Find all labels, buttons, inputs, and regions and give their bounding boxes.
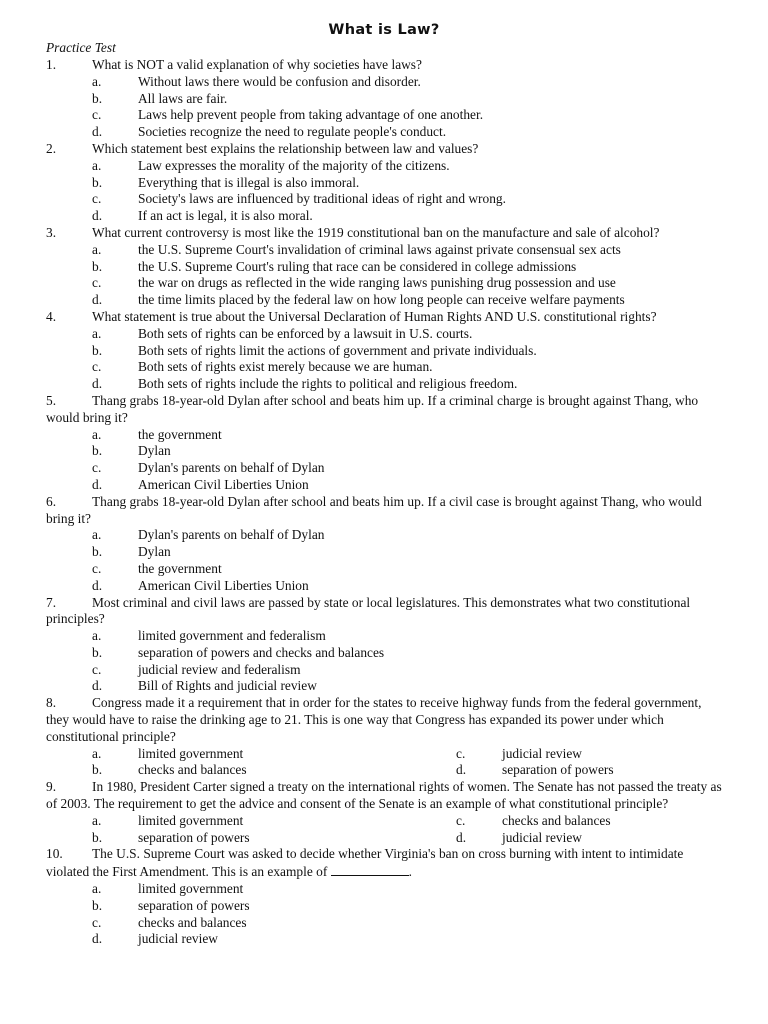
option-letter: b. (92, 443, 103, 459)
question-7 (46, 595, 726, 696)
option-letter: b. (92, 174, 103, 190)
option-text: Both sets of rights include the rights to political and religious freedom. (138, 376, 518, 392)
option-text: All laws are fair. (138, 90, 228, 106)
option-a (46, 427, 726, 444)
option-letter: a. (92, 812, 102, 828)
option-letter: d. (456, 829, 467, 845)
question-number: 3. (46, 224, 57, 240)
question-number: 5. (46, 392, 57, 408)
option-letter: c. (456, 745, 466, 761)
question-number: 1. (46, 57, 57, 72)
page-title: What is Law? (328, 22, 440, 38)
option-c (46, 915, 726, 932)
question-text (46, 595, 726, 629)
option-letter: d. (92, 208, 103, 224)
question-text (46, 309, 726, 326)
option-letter: c. (92, 275, 102, 291)
option-text: Both sets of rights can be enforced by a lawsuit in U.S. courts. (138, 325, 473, 341)
option-c (46, 460, 726, 477)
question-number: 6. (46, 493, 57, 509)
option-letter: b. (92, 342, 103, 358)
question-4 (46, 309, 726, 393)
option-c (46, 107, 726, 124)
question-number: 8. (46, 695, 57, 711)
question-1 (46, 57, 726, 141)
question-6 (46, 494, 726, 595)
question-8 (46, 695, 726, 779)
option-text: American Civil Liberties Union (138, 577, 309, 593)
option-a (46, 74, 726, 91)
question-number: 4. (46, 308, 57, 324)
question-prompt: Congress made it a requirement that in order for the states to receive highway funds from the federal government, they would have to raise the drinking age to 21. This is one way that Congress has expanded its power under which constitutional principle? (46, 695, 702, 744)
option-letter: a. (92, 881, 102, 897)
option-letter: b. (92, 544, 103, 560)
option-c (46, 561, 726, 578)
option-b (46, 898, 726, 915)
option-letter: c. (92, 914, 102, 930)
question-number: 9. (46, 779, 57, 795)
option-letter: d. (92, 376, 103, 392)
option-d (46, 208, 726, 225)
option-letter: a. (92, 157, 102, 173)
option-text: separation of powers (138, 829, 250, 845)
question-text (46, 846, 726, 881)
option-text: Dylan's parents on behalf of Dylan (138, 460, 325, 476)
option-text: limited government and federalism (138, 628, 326, 644)
option-text: Societies recognize the need to regulate people's conduct. (138, 124, 447, 140)
option-b (46, 544, 726, 561)
question-prompt: What current controversy is most like the 1919 constitutional ban on the manufacture and sale of alcohol? (92, 224, 660, 240)
option-letter: c. (92, 107, 102, 123)
option-row (46, 746, 726, 763)
option-text: the U.S. Supreme Court's ruling that race can be considered in college admissions (138, 258, 577, 274)
option-a (46, 527, 726, 544)
option-letter: c. (92, 460, 102, 476)
option-a (46, 326, 726, 343)
option-text: Dylan (138, 443, 171, 459)
question-text (46, 57, 726, 74)
option-b (46, 645, 726, 662)
option-c (46, 662, 726, 679)
option-text: separation of powers (138, 897, 250, 913)
option-letter: b. (92, 258, 103, 274)
question-prompt: In 1980, President Carter signed a treaty on the international rights of women. The Senate has not passed the treaty as of 2003. The requirement to get the advice and consent of the Senate is an example of what constitutional principle? (46, 779, 722, 812)
option-b (46, 343, 726, 360)
page-subtitle: Practice Test (46, 40, 116, 55)
question-text (46, 393, 726, 427)
option-text: Everything that is illegal is also immoral. (138, 174, 360, 190)
option-letter: b. (92, 897, 103, 913)
question-text (46, 225, 726, 242)
option-c (46, 275, 726, 292)
option-letter: c. (92, 359, 102, 375)
option-letter: a. (92, 527, 102, 543)
option-row (46, 762, 726, 779)
option-text: checks and balances (138, 762, 247, 778)
option-letter: c. (456, 812, 466, 828)
question-prompt: What statement is true about the Universal Declaration of Human Rights AND U.S. constitutional rights? (92, 308, 657, 324)
option-d (46, 578, 726, 595)
question-2 (46, 141, 726, 225)
option-text: separation of powers and checks and balances (138, 644, 385, 660)
option-a (46, 628, 726, 645)
option-text: Bill of Rights and judicial review (138, 678, 317, 694)
question-text (46, 141, 726, 158)
option-text: Law expresses the morality of the majority of the citizens. (138, 157, 450, 173)
option-text: Dylan's parents on behalf of Dylan (138, 527, 325, 543)
option-letter: d. (92, 678, 103, 694)
option-letter: a. (92, 241, 102, 257)
question-prompt: Thang grabs 18-year-old Dylan after school and beats him up. If a civil case is brought against Thang, who would bring it? (46, 493, 702, 526)
option-a (46, 158, 726, 175)
question-number: 10. (46, 846, 63, 862)
option-letter: d. (92, 577, 103, 593)
option-text: Both sets of rights limit the actions of government and private individuals. (138, 342, 537, 358)
option-text: limited government (138, 812, 244, 828)
option-d (46, 477, 726, 494)
option-text: the government (138, 426, 222, 442)
option-letter: b. (92, 762, 103, 778)
option-c (46, 359, 726, 376)
option-letter: d. (92, 931, 103, 947)
question-number: 2. (46, 140, 57, 156)
option-row (46, 813, 726, 830)
option-b (46, 175, 726, 192)
question-prompt: Most criminal and civil laws are passed by state or local legislatures. This demonstrates what two constitutional principles? (46, 594, 691, 627)
option-a (46, 242, 726, 259)
option-text: limited government (138, 881, 244, 897)
option-text: judicial review (502, 829, 582, 845)
option-d (46, 124, 726, 141)
option-letter: d. (92, 476, 103, 492)
option-letter: d. (92, 292, 103, 308)
option-text: Dylan (138, 544, 171, 560)
question-text (46, 494, 726, 528)
question-text (46, 779, 726, 813)
option-letter: b. (92, 90, 103, 106)
option-c (46, 191, 726, 208)
option-b (46, 259, 726, 276)
option-d (46, 678, 726, 695)
question-prompt: The U.S. Supreme Court was asked to decide whether Virginia's ban on cross burning with intent to intimidate violated the First Amendment. This is an example of (46, 846, 684, 880)
option-letter: a. (92, 628, 102, 644)
option-d (46, 931, 726, 948)
option-letter: a. (92, 426, 102, 442)
option-letter: d. (92, 124, 103, 140)
option-text: Society's laws are influenced by traditional ideas of right and wrong. (138, 191, 506, 207)
question-number: 7. (46, 594, 57, 610)
option-d (46, 376, 726, 393)
option-a (46, 881, 726, 898)
option-letter: c. (92, 661, 102, 677)
option-d (46, 292, 726, 309)
option-letter: c. (92, 560, 102, 576)
option-text: checks and balances (138, 914, 247, 930)
option-letter: a. (92, 325, 102, 341)
option-text: Both sets of rights exist merely because we are human. (138, 359, 433, 375)
option-letter: a. (92, 73, 102, 89)
option-text: the government (138, 560, 222, 576)
option-text: the war on drugs as reflected in the wide ranging laws punishing drug possession and use (138, 275, 616, 291)
option-text: Without laws there would be confusion and disorder. (138, 73, 421, 89)
question-text (46, 695, 726, 745)
option-text: separation of powers (502, 762, 614, 778)
option-letter: b. (92, 829, 103, 845)
question-list (46, 57, 726, 948)
question-prompt-end: . (408, 864, 412, 880)
option-row (46, 830, 726, 847)
option-text: judicial review and federalism (138, 661, 301, 677)
question-10 (46, 846, 726, 948)
option-text: judicial review (138, 931, 218, 947)
question-prompt: What is NOT a valid explanation of why societies have laws? (92, 57, 422, 72)
answer-blank (331, 863, 409, 876)
option-letter: a. (92, 745, 102, 761)
option-letter: d. (456, 762, 467, 778)
option-text: checks and balances (502, 812, 611, 828)
option-letter: c. (92, 191, 102, 207)
option-text: the U.S. Supreme Court's invalidation of criminal laws against private consensual sex acts (138, 241, 621, 257)
option-b (46, 91, 726, 108)
option-text: Laws help prevent people from taking advantage of one another. (138, 107, 484, 123)
question-3 (46, 225, 726, 309)
option-text: the time limits placed by the federal law on how long people can receive welfare payments (138, 292, 625, 308)
option-text: American Civil Liberties Union (138, 476, 309, 492)
option-b (46, 443, 726, 460)
question-5 (46, 393, 726, 494)
option-text: limited government (138, 745, 244, 761)
option-letter: b. (92, 644, 103, 660)
question-prompt: Which statement best explains the relationship between law and values? (92, 140, 479, 156)
option-text: judicial review (502, 745, 582, 761)
question-prompt: Thang grabs 18-year-old Dylan after school and beats him up. If a criminal charge is brought against Thang, who would bring it? (46, 392, 699, 425)
option-text: If an act is legal, it is also moral. (138, 208, 313, 224)
question-9 (46, 779, 726, 846)
